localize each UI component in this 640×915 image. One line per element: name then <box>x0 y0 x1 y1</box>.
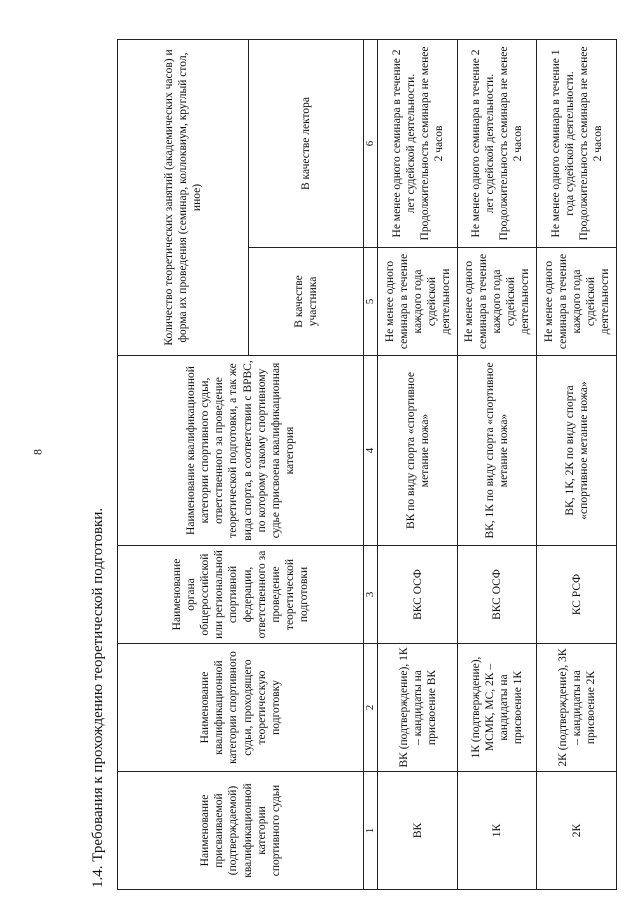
table-row <box>457 39 537 889</box>
cell-responsible: ВК, 1К по виду спорта «спортивное метание ножа» <box>457 356 537 546</box>
cell-responsible: ВК по виду спорта «спортивное метание ножа» <box>378 356 458 546</box>
cell-participant: Не менее одного семинара в течение каждого года судейской деятельности <box>457 248 537 356</box>
header-responsible-judge: Наименование квалификационной категории спортивного судьи, ответственного за проведение теоретической подготовки, а так же вида спорта, в соответствии с ВРВС, по которому такому спортивному судье присвоена квалификационная категория <box>118 356 364 546</box>
cell-trainees: ВК (подтверждение), 1К – кандидаты на присвоение ВК <box>378 644 458 772</box>
cell-organ: ВКС ОСФ <box>378 546 458 644</box>
page-number: 8 <box>30 449 45 455</box>
cell-trainees: 1К (подтверждение), МСМК, МС, 2К – кандидаты на присвоение 1К <box>457 644 537 772</box>
header-classes-count: Количество теоретических занятий (академических часов) и форма их проведения (семинар, коллоквиум, круглый стол, иное) <box>118 39 249 355</box>
column-number: 3 <box>364 546 378 644</box>
cell-responsible: ВК, 1К, 2К по виду спорта «спортивное метание ножа» <box>537 356 617 546</box>
header-as-lecturer: В качестве лектора <box>249 39 364 247</box>
cell-trainees: 2К (подтверждение), 3К – кандидаты на присвоение 2К <box>537 644 617 772</box>
cell-organ: КС РСФ <box>537 546 617 644</box>
header-as-participant: В качестве участника <box>249 248 364 356</box>
table-row <box>537 39 617 889</box>
cell-lecturer: Не менее одного семинара в течение 2 лет судейской деятельности. Продолжительность семинара не менее 2 часов <box>457 39 537 247</box>
header-responsible-organ: Наименование органа общероссийской или региональной спортивной федерации, ответственного за проведение теоретической подготовки <box>118 546 364 644</box>
header-trainee-category: Наименование квалификационной категории спортивного судьи, проходящего теоретическую подготовку <box>118 644 364 772</box>
header-row <box>118 39 249 889</box>
cell-lecturer: Не менее одного семинара в течение 1 года судейской деятельности. Продолжительность семинара не менее 2 часов <box>537 39 617 247</box>
column-number-row <box>364 39 378 889</box>
column-number: 1 <box>364 772 378 890</box>
column-number: 2 <box>364 644 378 772</box>
section-heading: 1.4. Требования к прохождению теоретической подготовки. <box>90 507 106 888</box>
cell-participant: Не менее одного семинара в течение каждого года судейской деятельности <box>537 248 617 356</box>
column-number: 6 <box>364 39 378 247</box>
column-number: 5 <box>364 248 378 356</box>
table-row <box>378 39 458 889</box>
cell-category: 1К <box>457 772 537 890</box>
column-number: 4 <box>364 356 378 546</box>
cell-organ: ВКС ОСФ <box>457 546 537 644</box>
cell-lecturer: Не менее одного семинара в течение 2 лет судейской деятельности. Продолжительность семинара не менее 2 часов <box>378 39 458 247</box>
rotated-page-content <box>85 30 625 900</box>
theory-requirements-table <box>117 39 617 890</box>
header-assigned-category: Наименование присваиваемой (подтверждаемой) квалификационной категории спортивного судьи <box>118 772 364 890</box>
cell-category: 2К <box>537 772 617 890</box>
cell-participant: Не менее одного семинара в течение каждого года судейской деятельности <box>378 248 458 356</box>
cell-category: ВК <box>378 772 458 890</box>
